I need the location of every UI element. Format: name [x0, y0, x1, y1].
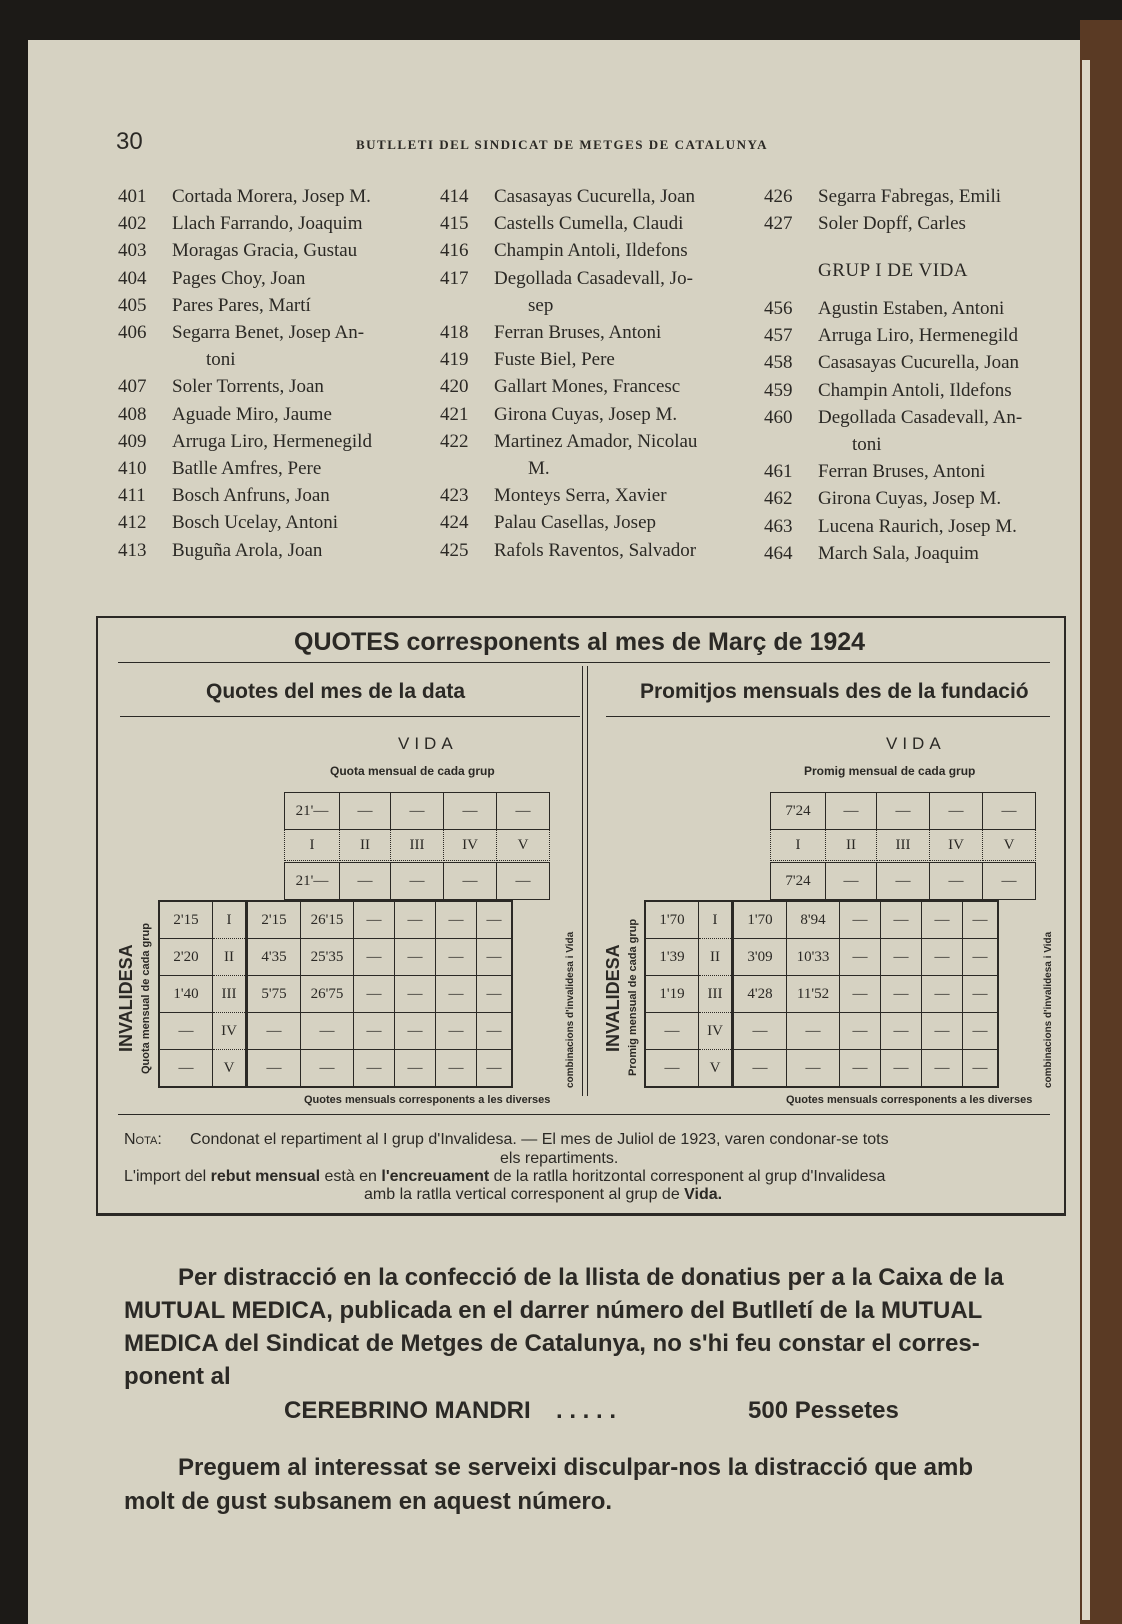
invalidesa-group: V: [213, 1050, 247, 1088]
combined-cell: —: [436, 939, 477, 976]
combined-cell: 4'35: [247, 939, 301, 976]
vida-cell: —: [497, 863, 550, 900]
table-row: [159, 939, 512, 976]
combined-cell: —: [395, 1050, 436, 1088]
member-number: 409: [118, 430, 147, 452]
combined-cell: —: [733, 1013, 787, 1050]
member-number: 416: [440, 240, 469, 262]
combined-cell: —: [922, 1050, 963, 1088]
member-name: Pares Pares, Martí: [172, 294, 311, 316]
right-invalidesa-sub: Promig mensual de cada grup: [627, 918, 639, 1076]
row: [285, 863, 550, 900]
invalidesa-group: I: [213, 901, 247, 939]
vida-cell: —: [444, 863, 497, 900]
member-name: Girona Cuyas, Josep M.: [494, 403, 678, 425]
member-number: 419: [440, 349, 469, 371]
member-name: Rafols Raventos, Salvador: [494, 539, 697, 561]
invalidesa-quota: —: [159, 1050, 213, 1088]
left-invalidesa-sub: Quota mensual de cada grup: [140, 923, 152, 1074]
invalidesa-quota: —: [645, 1050, 699, 1088]
member-name: Soler Dopff, Carles: [818, 213, 966, 235]
member-name: Casasayas Cucurella, Joan: [818, 352, 1020, 374]
combined-cell: —: [354, 939, 395, 976]
combined-cell: —: [922, 976, 963, 1013]
member-number: 417: [440, 267, 469, 289]
combined-cell: —: [247, 1050, 301, 1088]
member-number: 408: [118, 403, 147, 425]
page-number: 30: [116, 128, 143, 155]
member-number: 406: [118, 322, 147, 343]
combined-cell: —: [354, 976, 395, 1013]
combined-cell: 4'28: [733, 976, 787, 1013]
member-number: 421: [440, 403, 469, 425]
vida-cell: —: [340, 863, 391, 900]
vida-cell: —: [391, 863, 444, 900]
combined-cell: —: [881, 939, 922, 976]
vida-cell: —: [497, 793, 550, 830]
member-number: 422: [440, 430, 469, 452]
member-name: Soler Torrents, Joan: [172, 376, 324, 398]
combined-cell: —: [395, 939, 436, 976]
left-invalidesa-grid: [158, 900, 513, 1088]
member-number: 405: [118, 294, 147, 316]
member-name: Castells Cumella, Claudi: [494, 213, 684, 235]
right-panel-title: Promitjos mensuals des de la fundació: [640, 680, 1029, 703]
group-heading: GRUP I DE VIDA: [818, 260, 969, 281]
combined-cell: 25'35: [301, 939, 354, 976]
right-invalidesa-label: INVALIDESA: [603, 944, 623, 1052]
nota-3a: L'import del: [124, 1168, 211, 1185]
combined-cell: —: [477, 901, 513, 939]
combined-cell: —: [395, 976, 436, 1013]
apology-line-2: molt de gust subsanem en aquest número.: [124, 1488, 613, 1515]
combined-cell: —: [477, 1013, 513, 1050]
nota-3e: de la ratlla horitzontal corresponent al grup d'Invalidesa: [489, 1168, 886, 1185]
right-title-rule: [606, 716, 1050, 717]
combined-cell: —: [922, 939, 963, 976]
combined-cell: —: [840, 939, 881, 976]
quotes-title: QUOTES corresponents al mes de Març de 1924: [294, 628, 866, 656]
member-number: 414: [440, 186, 469, 207]
right-vida-groups: [770, 829, 1036, 861]
member-name: Bosch Ucelay, Antoni: [172, 512, 339, 534]
vida-cell: 7'24: [771, 863, 826, 900]
table-row: [645, 1013, 998, 1050]
right-side-label: combinacions d'invalidesa i Vida: [1043, 931, 1054, 1088]
combined-cell: —: [436, 901, 477, 939]
invalidesa-quota: 1'40: [159, 976, 213, 1013]
combined-cell: 5'75: [247, 976, 301, 1013]
table-row: [645, 976, 998, 1013]
left-vida-label: VIDA: [398, 734, 458, 753]
combined-cell: —: [881, 976, 922, 1013]
combined-cell: —: [963, 901, 999, 939]
member-number: 402: [118, 213, 147, 235]
combined-cell: —: [881, 1013, 922, 1050]
nota-line-2: els repartiments.: [500, 1150, 619, 1167]
vida-cell: 7'24: [771, 793, 826, 830]
page-edge: [1082, 60, 1090, 1620]
member-number: 464: [764, 542, 793, 564]
combined-cell: —: [963, 1050, 999, 1088]
combined-cell: —: [881, 1050, 922, 1088]
title-rule: [118, 662, 1050, 663]
apology-line-1: Preguem al interessat se serveixi disculpar-nos la distracció que amb: [178, 1454, 973, 1481]
member-name-cont: toni: [852, 434, 882, 455]
combined-cell: —: [354, 901, 395, 939]
combined-cell: 2'15: [247, 901, 301, 939]
member-name: Agustin Estaben, Antoni: [818, 298, 1005, 319]
member-name: Fuste Biel, Pere: [494, 349, 615, 371]
member-number: 401: [118, 186, 147, 207]
table-row: [159, 1050, 512, 1088]
row: [285, 793, 550, 830]
right-vida-label: VIDA: [886, 734, 946, 753]
invalidesa-quota: —: [159, 1013, 213, 1050]
vida-group-label: III: [391, 830, 444, 861]
combined-cell: —: [354, 1050, 395, 1088]
member-number: 423: [440, 485, 469, 507]
row: [285, 830, 550, 861]
member-number: 462: [764, 488, 793, 510]
member-number: 463: [764, 515, 793, 537]
member-name: Palau Casellas, Josep: [494, 512, 657, 534]
vida-cell: —: [826, 863, 877, 900]
vida-cell: —: [826, 793, 877, 830]
member-name: Bosch Anfruns, Joan: [172, 485, 330, 507]
member-name: Aguade Miro, Jaume: [172, 403, 332, 425]
row: [771, 863, 1036, 900]
vida-cell: 21'—: [285, 863, 340, 900]
nota-label: Nota:: [124, 1131, 162, 1148]
left-vida-top-row: [284, 792, 550, 830]
combined-cell: —: [477, 939, 513, 976]
member-name: Buguña Arola, Joan: [172, 539, 323, 561]
member-number: 415: [440, 213, 469, 235]
member-name: Cortada Morera, Josep M.: [172, 186, 371, 207]
combined-cell: —: [354, 1013, 395, 1050]
donor-name: CEREBRINO MANDRI: [284, 1397, 531, 1424]
right-vida-top-row: [770, 792, 1036, 830]
member-number: 410: [118, 458, 147, 479]
left-vida-second-row: [284, 862, 550, 900]
left-vida-sub: Quota mensual de cada grup: [330, 764, 495, 778]
invalidesa-group: III: [699, 976, 733, 1013]
vida-cell: —: [340, 793, 391, 830]
invalidesa-group: II: [699, 939, 733, 976]
right-vida-second-row: [770, 862, 1036, 900]
combined-cell: —: [436, 1050, 477, 1088]
combined-cell: —: [881, 901, 922, 939]
vida-group-label: I: [285, 830, 340, 861]
nota-line-3: [124, 1168, 885, 1186]
notice-line-3: MEDICA del Sindicat de Metges de Catalunya, no s'hi feu constar el corres-: [124, 1330, 980, 1357]
member-name: March Sala, Joaquim: [818, 542, 979, 564]
nota-3c: està en: [320, 1168, 382, 1185]
member-name: Champin Antoli, Ildefons: [494, 240, 688, 262]
member-number: 458: [764, 352, 793, 374]
right-invalidesa-grid: [644, 900, 999, 1088]
nota-3b: rebut mensual: [210, 1168, 321, 1185]
left-title-rule: [120, 716, 580, 717]
notice-line-1: Per distracció en la confecció de la llista de donatius per a la Caixa de la: [178, 1264, 1004, 1291]
member-name: Casasayas Cucurella, Joan: [494, 186, 696, 207]
member-name: Martinez Amador, Nicolau: [494, 430, 698, 452]
member-number: 420: [440, 376, 469, 398]
member-name: Segarra Benet, Josep An-: [172, 322, 365, 343]
combined-cell: —: [395, 901, 436, 939]
member-number: 426: [764, 186, 793, 207]
vida-cell: —: [444, 793, 497, 830]
member-name: Gallart Mones, Francesc: [494, 376, 681, 398]
row: [771, 793, 1036, 830]
vida-group-label: IV: [444, 830, 497, 861]
invalidesa-group: V: [699, 1050, 733, 1088]
invalidesa-quota: 2'15: [159, 901, 213, 939]
invalidesa-quota: 2'20: [159, 939, 213, 976]
nota-line-4: [364, 1186, 722, 1204]
vida-group-label: III: [877, 830, 930, 861]
nota-4b: Vida.: [684, 1186, 723, 1203]
donor-dots: . . . . .: [556, 1397, 617, 1424]
combined-cell: —: [301, 1013, 354, 1050]
member-name-cont: toni: [206, 349, 236, 371]
vida-cell: —: [930, 793, 983, 830]
invalidesa-quota: —: [645, 1013, 699, 1050]
nota-rule: [118, 1114, 1050, 1115]
member-name: Ferran Bruses, Antoni: [818, 461, 986, 483]
member-number: 407: [118, 376, 147, 398]
combined-cell: 8'94: [787, 901, 840, 939]
member-name: Lucena Raurich, Josep M.: [818, 515, 1017, 537]
member-number: 459: [764, 379, 793, 401]
running-title: BUTLLETI DEL SINDICAT DE METGES DE CATALUNYA: [356, 137, 769, 152]
invalidesa-group: II: [213, 939, 247, 976]
combined-cell: 3'09: [733, 939, 787, 976]
invalidesa-group: IV: [699, 1013, 733, 1050]
vida-cell: 21'—: [285, 793, 340, 830]
member-name: Moragas Gracia, Gustau: [172, 240, 358, 262]
combined-cell: —: [787, 1050, 840, 1088]
vida-cell: —: [930, 863, 983, 900]
vida-group-label: V: [983, 830, 1036, 861]
notice-line-2: MUTUAL MEDICA, publicada en el darrer número del Butlletí de la MUTUAL: [124, 1297, 983, 1324]
vida-cell: —: [877, 863, 930, 900]
vida-cell: —: [391, 793, 444, 830]
invalidesa-group: IV: [213, 1013, 247, 1050]
vida-group-label: IV: [930, 830, 983, 861]
member-number: 425: [440, 539, 469, 561]
member-name: Arruga Liro, Hermenegild: [818, 325, 1018, 347]
table-row: [645, 939, 998, 976]
member-name: Champin Antoli, Ildefons: [818, 379, 1012, 401]
member-number: 460: [764, 406, 793, 428]
notice-line-4: ponent al: [124, 1363, 231, 1390]
donor-amount: 500 Pessetes: [748, 1397, 899, 1424]
member-name: Pages Choy, Joan: [172, 267, 306, 289]
combined-cell: —: [733, 1050, 787, 1088]
right-vida-sub: Promig mensual de cada grup: [804, 764, 976, 778]
center-divider: [582, 666, 583, 1096]
combined-cell: —: [477, 976, 513, 1013]
invalidesa-quota: 1'70: [645, 901, 699, 939]
vida-group-label: II: [826, 830, 877, 861]
member-name-cont: M.: [528, 458, 550, 479]
invalidesa-group: III: [213, 976, 247, 1013]
combined-cell: —: [922, 1013, 963, 1050]
vida-group-label: V: [497, 830, 550, 861]
combined-cell: —: [840, 1013, 881, 1050]
combined-cell: 26'75: [301, 976, 354, 1013]
combined-cell: 26'15: [301, 901, 354, 939]
member-number: 418: [440, 322, 469, 343]
member-name: Segarra Fabregas, Emili: [818, 186, 1002, 207]
combined-cell: 1'70: [733, 901, 787, 939]
combined-cell: —: [840, 976, 881, 1013]
member-name: Arruga Liro, Hermenegild: [172, 430, 372, 452]
vida-cell: —: [877, 793, 930, 830]
table-row: [645, 901, 998, 939]
combined-cell: —: [963, 1013, 999, 1050]
member-number: 424: [440, 512, 469, 534]
invalidesa-group: I: [699, 901, 733, 939]
combined-cell: —: [963, 976, 999, 1013]
member-name: Batlle Amfres, Pere: [172, 458, 322, 479]
right-bottom-label: Quotes mensuals corresponents a les diverses: [786, 1094, 1033, 1106]
member-name: Ferran Bruses, Antoni: [494, 322, 662, 343]
member-name: Llach Farrando, Joaquim: [172, 213, 363, 235]
combined-cell: —: [436, 1013, 477, 1050]
left-panel-title: Quotes del mes de la data: [206, 680, 466, 703]
center-divider-2: [587, 666, 588, 1096]
member-number: 461: [764, 461, 793, 483]
combined-cell: —: [840, 1050, 881, 1088]
combined-cell: 11'52: [787, 976, 840, 1013]
combined-cell: —: [301, 1050, 354, 1088]
member-name: Degollada Casadevall, Jo-: [494, 267, 693, 289]
member-number: 413: [118, 539, 147, 561]
table-row: [159, 976, 512, 1013]
member-name-cont: sep: [528, 294, 554, 316]
nota-line-1: Condonat el repartiment al I grup d'Invalidesa. — El mes de Juliol de 1923, varen condonar-se tots: [190, 1131, 889, 1148]
member-number: 403: [118, 240, 147, 262]
member-number: 404: [118, 267, 147, 289]
left-invalidesa-label: INVALIDESA: [116, 944, 136, 1052]
member-number: 457: [764, 325, 793, 347]
combined-cell: —: [922, 901, 963, 939]
table-row: [159, 1013, 512, 1050]
invalidesa-quota: 1'39: [645, 939, 699, 976]
member-number: 411: [118, 485, 146, 507]
vida-group-label: II: [340, 830, 391, 861]
member-name: Degollada Casadevall, An-: [818, 406, 1023, 428]
left-bottom-label: Quotes mensuals corresponents a les diverses: [304, 1094, 551, 1106]
vida-cell: —: [983, 863, 1036, 900]
left-side-label: combinacions d'invalidesa i Vida: [565, 931, 576, 1088]
table-row: [645, 1050, 998, 1088]
member-number: 412: [118, 512, 147, 534]
combined-cell: —: [477, 1050, 513, 1088]
invalidesa-quota: 1'19: [645, 976, 699, 1013]
combined-cell: —: [436, 976, 477, 1013]
combined-cell: 10'33: [787, 939, 840, 976]
combined-cell: —: [840, 901, 881, 939]
table-row: [159, 901, 512, 939]
member-name: Girona Cuyas, Josep M.: [818, 488, 1002, 510]
member-number: 427: [764, 213, 793, 235]
vida-group-label: I: [771, 830, 826, 861]
nota-4a: amb la ratlla vertical corresponent al grup de: [364, 1186, 685, 1203]
vida-cell: —: [983, 793, 1036, 830]
nota-3d: l'encreuament: [381, 1168, 490, 1185]
combined-cell: —: [787, 1013, 840, 1050]
row: [771, 830, 1036, 861]
combined-cell: —: [247, 1013, 301, 1050]
member-number: 456: [764, 298, 793, 319]
left-vida-groups: [284, 829, 550, 861]
combined-cell: —: [963, 939, 999, 976]
combined-cell: —: [395, 1013, 436, 1050]
member-name: Monteys Serra, Xavier: [494, 485, 667, 507]
